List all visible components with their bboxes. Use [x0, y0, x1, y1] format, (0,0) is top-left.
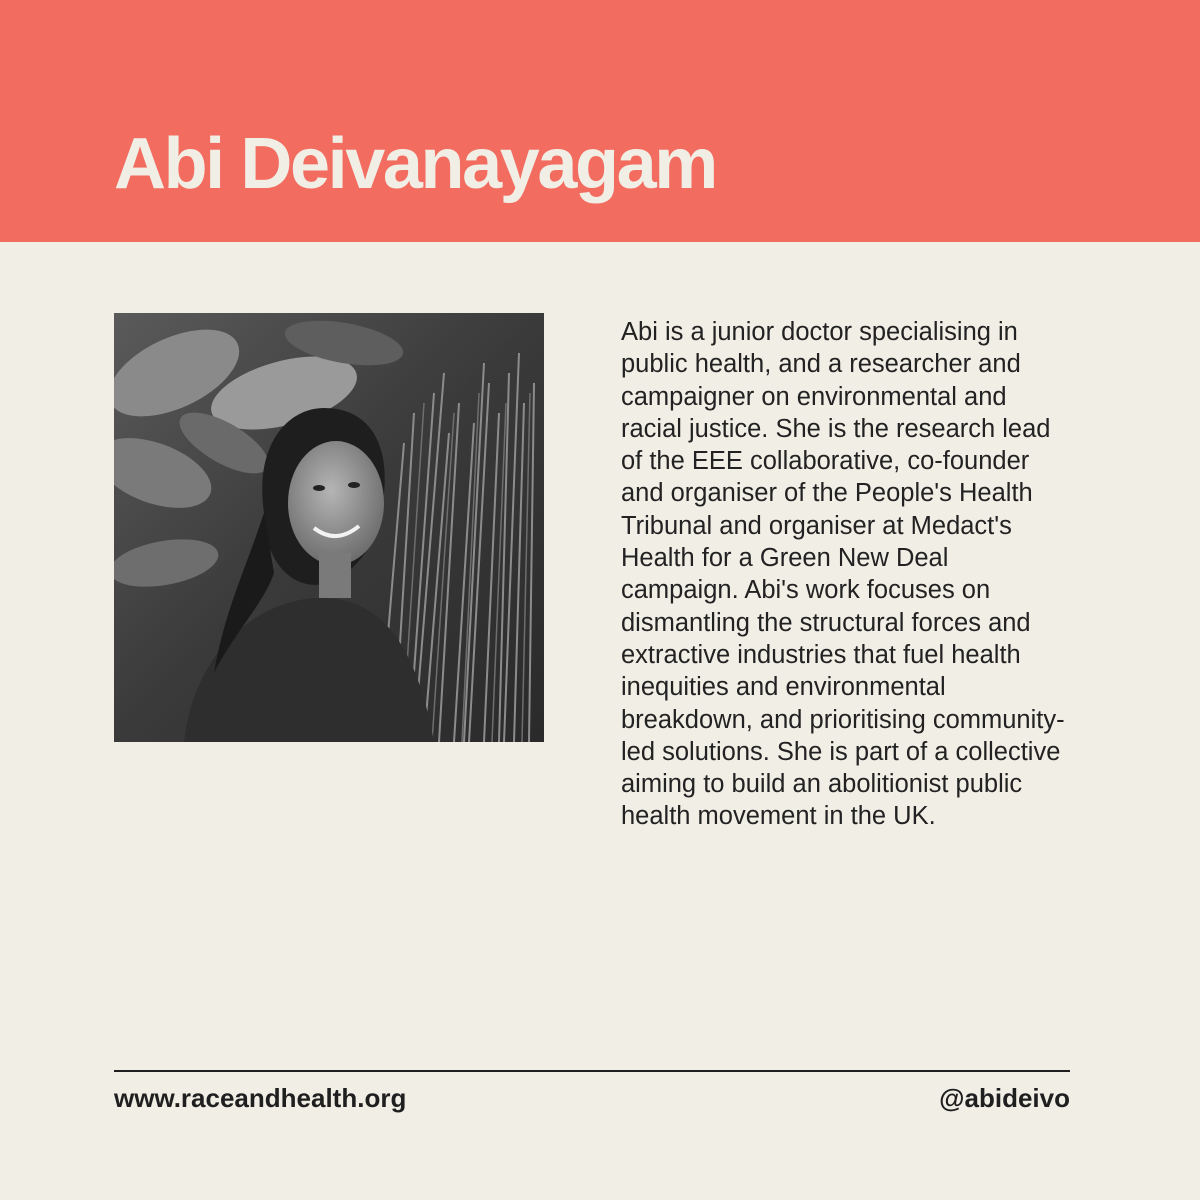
portrait-photo: [114, 313, 544, 742]
website-link[interactable]: www.raceandhealth.org: [114, 1083, 407, 1113]
footer-divider: [114, 1070, 1070, 1072]
social-handle[interactable]: @abideivo: [939, 1083, 1070, 1113]
speaker-name: Abi Deivanayagam: [114, 124, 716, 204]
bio-text: Abi is a junior doctor specialising in public health, and a researcher and campaigner on environmental and racial justice. She is the research lead of the EEE collaborative, co-founder and organiser of the People's Health Tribunal and organiser at Medact's Health for a Green New Deal campaign. Abi's work focuses on dismantling the structural forces and extractive industries that fuel health inequities and environmental breakdown, and prioritising community-led solutions. She is part of a collective aiming to build an abolitionist public health movement in the UK.: [621, 318, 1065, 831]
header-banner: [0, 0, 1200, 242]
